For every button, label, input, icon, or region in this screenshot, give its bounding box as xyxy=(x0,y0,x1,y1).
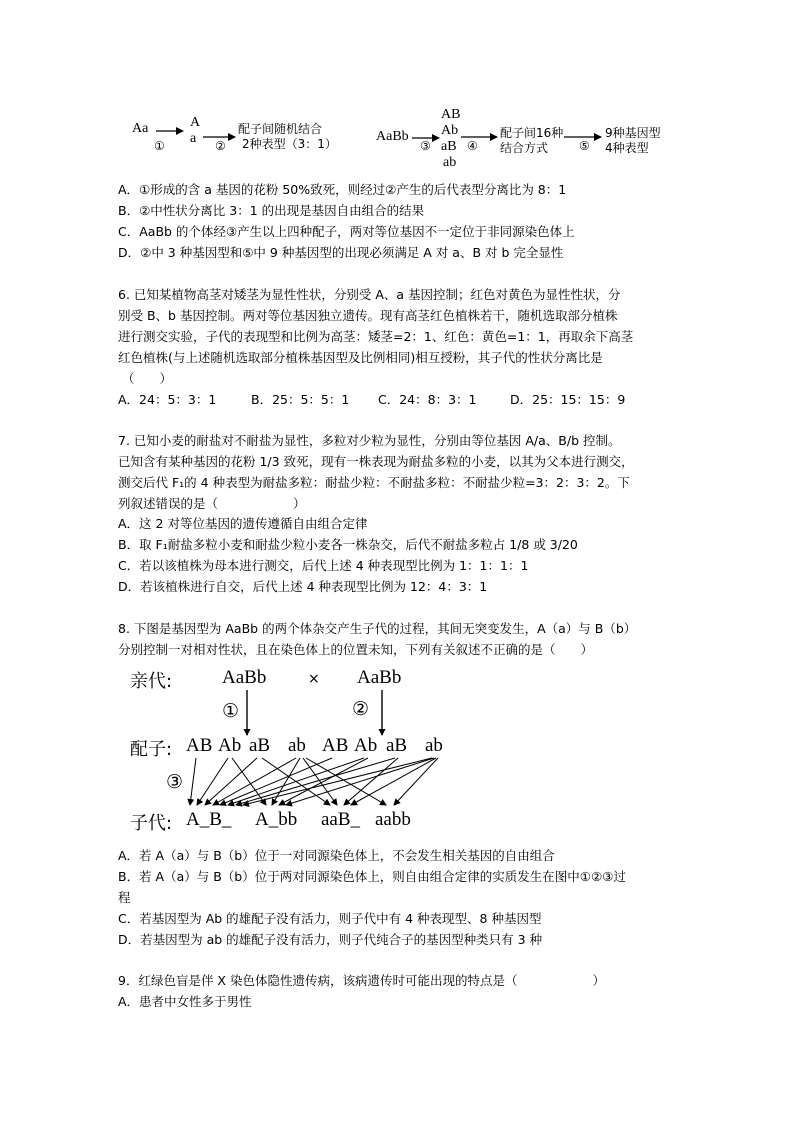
label-parent: 亲代: xyxy=(130,671,173,692)
step-1-circle: ① xyxy=(222,701,240,722)
gamete-AB: AB xyxy=(441,107,461,122)
label-offspring: 子代: xyxy=(130,813,173,834)
result-9-genotypes: 9种基因型 xyxy=(605,126,661,140)
q7-line-1: 7. 已知小麦的耐盐对不耐盐为显性，多粒对少粒为显性，分别由等位基因 A/a、B/b 控制。 xyxy=(118,433,621,448)
q5-option-d: D．②中 3 种基因型和⑤中 9 种基因型的出现必须满足 A 对 a、B 对 b 完全显性 xyxy=(118,245,564,260)
g2-Ab: Ab xyxy=(354,735,378,756)
fertilization-arrows xyxy=(190,758,438,805)
g2-AB: AB xyxy=(322,735,349,756)
q6-option-d: D．25：15：15：9 xyxy=(510,392,626,407)
gamete-A: A xyxy=(190,115,201,130)
offspring-aaB_: aaB_ xyxy=(321,809,361,830)
q9-option-a: A．患者中女性多于男性 xyxy=(118,994,252,1009)
g1-AB: AB xyxy=(186,735,213,756)
q8-line-1: 8. 下图是基因型为 AaBb 的两个体杂交产生子代的过程，其间无突变发生，A（a）与 B（b） xyxy=(118,621,637,636)
label-gamete: 配子: xyxy=(130,739,173,760)
offspring-A_B_: A_B_ xyxy=(186,809,232,830)
q6-line-5: （ ） xyxy=(122,371,173,386)
step-3-circle: ③ xyxy=(166,772,184,793)
q8-option-a: A．若 A（a）与 B（b）位于一对同源染色体上，不会发生相关基因的自由组合 xyxy=(118,848,555,863)
combine-16: 配子间16种 xyxy=(500,126,564,140)
step-3: ③ xyxy=(420,139,431,153)
offspring-aabb: aabb xyxy=(375,809,411,830)
g1-Ab: Ab xyxy=(218,735,242,756)
step-4: ④ xyxy=(467,139,478,153)
result-ratio: 2种表型（3：1） xyxy=(242,137,337,151)
q8-option-c: C．若基因型为 Ab 的雄配子没有活力，则子代中有 4 种表现型、8 种基因型 xyxy=(118,911,542,926)
g1-ab: ab xyxy=(288,735,306,756)
q6-option-c: C．24：8：3：1 xyxy=(378,392,477,407)
parent-aa: Aa xyxy=(132,121,149,136)
parent-2: AaBb xyxy=(357,667,402,688)
gamete-Ab: Ab xyxy=(441,123,459,138)
g2-aB: aB xyxy=(386,735,408,756)
q8-option-d: D．若基因型为 ab 的雄配子没有活力，则子代纯合子的基因型种类只有 3 种 xyxy=(118,932,543,947)
q9-line-1: 9．红绿色盲是伴 X 染色体隐性遗传病，该病遗传时可能出现的特点是（ ） xyxy=(118,973,605,988)
g2-ab: ab xyxy=(425,735,443,756)
q6-option-b: B．25：5：5：1 xyxy=(251,392,350,407)
parent-1: AaBb xyxy=(222,667,267,688)
q7-line-2: 已知含有某种基因的花粉 1/3 致死，现有一株表现为耐盐多粒的小麦，以其为父本进行测交， xyxy=(118,454,634,469)
step-2: ② xyxy=(215,139,226,153)
result-random: 配子间随机结合 xyxy=(238,122,323,136)
step-5: ⑤ xyxy=(579,139,590,153)
cross-sign: × xyxy=(308,671,320,687)
q5-option-c: C．AaBb 的个体经③产生以上四种配子，两对等位基因不一定位于非同源染色体上 xyxy=(118,224,575,239)
q8-option-b: B．若 A（a）与 B（b）位于两对同源染色体上，则自由组合定律的实质发生在图中①②③过 xyxy=(118,869,626,884)
combine-ways: 结合方式 xyxy=(500,141,549,155)
q6-line-1: 6. 已知某植物高茎对矮茎为显性性状，分别受 A、a 基因控制；红色对黄色为显性性状，分 xyxy=(118,287,621,302)
q8-line-2: 分别控制一对相对性状，且在染色体上的位置未知，下列有关叙述不正确的是（ ） xyxy=(118,642,594,657)
result-4-phenotypes: 4种表型 xyxy=(605,141,649,155)
q7-option-b: B．取 F₁耐盐多粒小麦和耐盐少粒小麦各一株杂交，后代不耐盐多粒占 1/8 或 3/20 xyxy=(118,537,578,552)
q5-option-b: B．②中性状分离比 3：1 的出现是基因自由组合的结果 xyxy=(118,203,425,218)
parent-aabb: AaBb xyxy=(376,129,409,144)
q8-option-b-cont: 程 xyxy=(118,890,131,905)
gamete-aB: aB xyxy=(441,139,457,154)
q7-option-d: D．若该植株进行自交，后代上述 4 种表现型比例为 12：4：3：1 xyxy=(118,579,488,594)
gamete-ab: ab xyxy=(443,155,457,170)
step-1: ① xyxy=(154,139,165,153)
q7-line-3: 测交后代 F₁的 4 种表型为耐盐多粒：耐盐少粒：不耐盐多粒：不耐盐少粒=3：2：3：2。下 xyxy=(118,475,630,490)
step-2-circle: ② xyxy=(352,699,370,720)
q6-line-4: 红色植株(与上述随机选取部分植株基因型及比例相同)相互授粉，其子代的性状分离比是 xyxy=(118,350,603,365)
g1-aB: aB xyxy=(249,735,271,756)
q5-option-a: A．①形成的含 a 基因的花粉 50%致死，则经过②产生的后代表型分离比为 8：1 xyxy=(118,182,567,197)
q7-option-a: A．这 2 对等位基因的遗传遵循自由组合定律 xyxy=(118,516,368,531)
q7-line-4: 列叙述错误的是（ ） xyxy=(118,496,306,511)
q7-option-c: C．若以该植株为母本进行测交，后代上述 4 种表现型比例为 1：1：1：1 xyxy=(118,558,529,573)
q6-line-2: 别受 B、b 基因控制。两对等位基因独立遗传。现有高茎红色植株若干，随机选取部分植株 xyxy=(118,308,618,323)
q6-line-3: 进行测交实验，子代的表现型和比例为高茎：矮茎=2：1、红色：黄色=1：1，再取余下高茎 xyxy=(118,329,634,344)
q6-option-a: A．24：5：3：1 xyxy=(118,392,217,407)
offspring-A_bb: A_bb xyxy=(255,809,298,830)
gamete-a: a xyxy=(190,131,197,146)
